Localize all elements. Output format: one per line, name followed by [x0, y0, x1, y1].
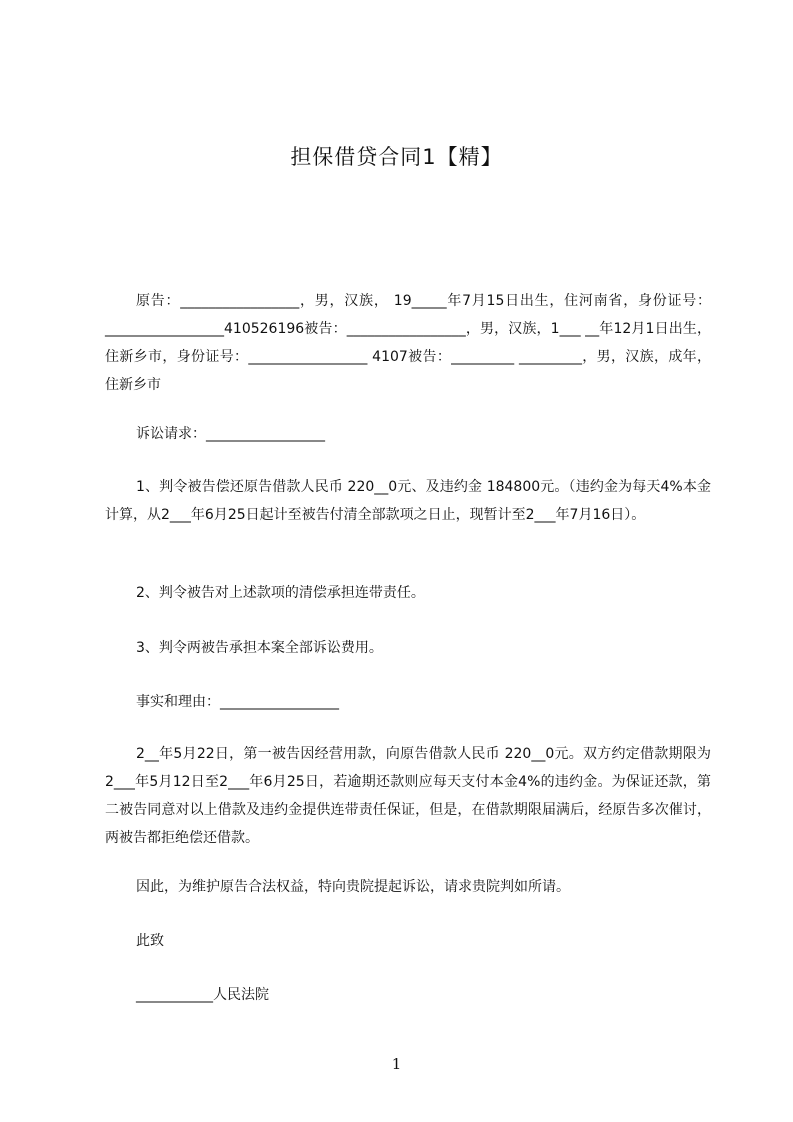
court-line: ___________人民法院	[136, 987, 269, 1003]
facts-heading: 事实和理由：_________________	[136, 694, 339, 710]
parties-text: 原告：_________________，男，汉族， 19_____年7月15日出生，住河南省，身份证号：_________________410526196被告：_________________，男，汉族，1___ __年12月1日出生，住新乡市，身份证号：_________________ 4107被告：_________ _________，男，汉族，成年，住新乡市	[105, 293, 711, 393]
claim-3: 3、判令两被告承担本案全部诉讼费用。	[136, 640, 383, 656]
facts-text: 2__年5月22日，第一被告因经营用款，向原告借款人民币 220__0元。双方约定借款期限为2___年5月12日至2___年6月25日，若逾期还款则应每天支付本金4%的违约金。为保证还款，第二被告同意对以上借款及违约金提供连带责任保证，但是，在借款期限届满后，经原告多次催讨，两被告都拒绝偿还借款。	[105, 746, 711, 846]
conclusion: 因此，为维护原告合法权益，特向贵院提起诉讼，请求贵院判如所请。	[136, 879, 570, 895]
claim-1-text: 1、判令被告偿还原告借款人民币 220__0元、及违约金 184800元。（违约金为每天4%本金计算，从2___年6月25日起计至被告付清全部款项之日止，现暂计至2___年7月16日）。	[105, 479, 711, 523]
claim-2: 2、判令被告对上述款项的清偿承担连带责任。	[136, 585, 425, 601]
salutation: 此致	[136, 933, 164, 949]
claims-heading: 诉讼请求：_________________	[136, 426, 325, 442]
facts-paragraph	[105, 740, 711, 852]
page-number: 1	[391, 1055, 402, 1073]
claim-1-paragraph	[105, 473, 711, 529]
parties-paragraph	[105, 287, 711, 399]
document-title: 担保借贷合同1【精】	[290, 145, 503, 169]
